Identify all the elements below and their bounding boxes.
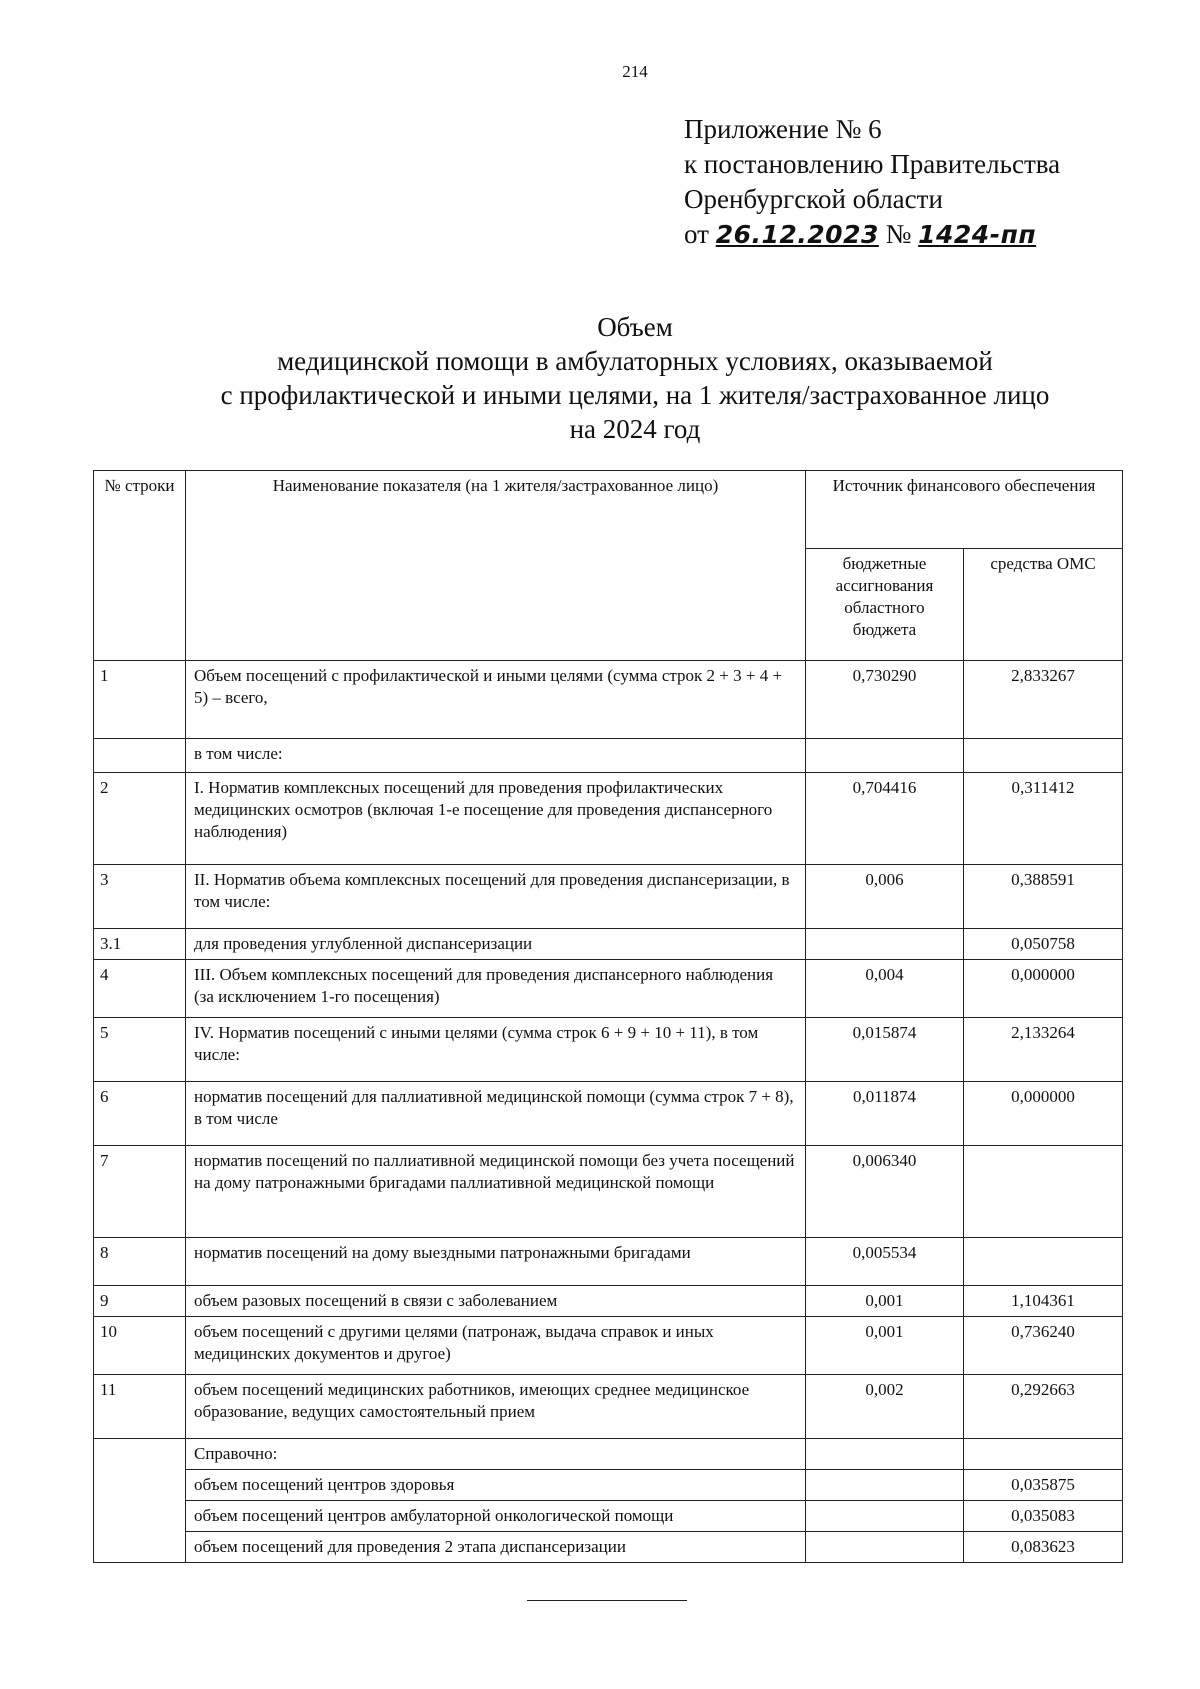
row-oms-cell: 0,000000 <box>964 960 1123 1018</box>
reference-label-oms-cell <box>964 1439 1123 1470</box>
row-budget-cell <box>806 739 964 773</box>
row-num-cell: 10 <box>94 1317 186 1375</box>
page-number: 214 <box>622 62 648 81</box>
row-name-cell: I. Норматив комплексных посещений для проведения профилактических медицинских осмотров (включая 1-е посещение для проведения диспансерного наблюдения) <box>186 773 806 865</box>
row-oms-cell: 2,833267 <box>964 661 1123 739</box>
reference-oms-cell: 0,035083 <box>964 1501 1123 1532</box>
table-row <box>94 1082 1123 1146</box>
title-line-2: медицинской помощи в амбулаторных условиях, оказываемой <box>277 346 993 376</box>
row-budget-cell: 0,001 <box>806 1317 964 1375</box>
header-row-num: № строки <box>94 471 186 661</box>
reference-name-cell: объем посещений центров амбулаторной онкологической помощи <box>186 1501 806 1532</box>
row-budget-cell: 0,005534 <box>806 1238 964 1286</box>
appendix-line-3: Оренбургской области <box>684 184 943 214</box>
row-name-cell: IV. Норматив посещений с иными целями (сумма строк 6 + 9 + 10 + 11), в том числе: <box>186 1018 806 1082</box>
row-num-cell: 5 <box>94 1018 186 1082</box>
row-num-cell: 3.1 <box>94 929 186 960</box>
row-oms-cell: 2,133264 <box>964 1018 1123 1082</box>
reference-name-cell: объем посещений для проведения 2 этапа диспансеризации <box>186 1532 806 1563</box>
row-num-cell: 6 <box>94 1082 186 1146</box>
row-budget-cell: 0,015874 <box>806 1018 964 1082</box>
table-row <box>94 1375 1123 1439</box>
reference-budget-cell <box>806 1501 964 1532</box>
row-num-cell: 3 <box>94 865 186 929</box>
reference-label-budget-cell <box>806 1439 964 1470</box>
header-budget: бюджетные ассигнования областного бюджета <box>806 549 964 661</box>
appendix-date: 26.12.2023 <box>715 220 879 249</box>
header-name: Наименование показателя (на 1 жителя/застрахованное лицо) <box>186 471 806 661</box>
row-oms-cell: 0,736240 <box>964 1317 1123 1375</box>
table-row <box>94 1146 1123 1238</box>
table-body <box>94 661 1123 1563</box>
table-row <box>94 661 1123 739</box>
title-line-1: Объем <box>597 312 673 342</box>
row-name-cell: норматив посещений на дому выездными патронажными бригадами <box>186 1238 806 1286</box>
reference-row <box>94 1470 1123 1501</box>
volume-table <box>93 470 1123 1563</box>
row-oms-cell <box>964 1238 1123 1286</box>
appendix-line-4 <box>684 217 1060 252</box>
row-name-cell: норматив посещений для паллиативной медицинской помощи (сумма строк 7 + 8), в том числе <box>186 1082 806 1146</box>
appendix-line-2: к постановлению Правительства <box>684 149 1061 179</box>
row-budget-cell: 0,011874 <box>806 1082 964 1146</box>
table-row <box>94 865 1123 929</box>
table-row <box>94 960 1123 1018</box>
row-name-cell: объем посещений медицинских работников, имеющих среднее медицинское образование, ведущих самостоятельный прием <box>186 1375 806 1439</box>
row-oms-cell: 0,311412 <box>964 773 1123 865</box>
row-oms-cell: 0,000000 <box>964 1082 1123 1146</box>
row-num-cell <box>94 739 186 773</box>
row-budget-cell: 0,730290 <box>806 661 964 739</box>
row-num-cell: 2 <box>94 773 186 865</box>
row-num-cell: 7 <box>94 1146 186 1238</box>
row-oms-cell: 0,292663 <box>964 1375 1123 1439</box>
reference-row <box>94 1501 1123 1532</box>
row-oms-cell: 0,388591 <box>964 865 1123 929</box>
row-oms-cell: 0,050758 <box>964 929 1123 960</box>
volume-table-container <box>93 470 1122 1563</box>
header-oms: средства ОМС <box>964 549 1123 661</box>
row-budget-cell: 0,006 <box>806 865 964 929</box>
row-name-cell: II. Норматив объема комплексных посещений для проведения диспансеризации, в том числе: <box>186 865 806 929</box>
reference-name-cell: объем посещений центров здоровья <box>186 1470 806 1501</box>
table-row <box>94 1018 1123 1082</box>
row-budget-cell: 0,006340 <box>806 1146 964 1238</box>
title-line-4: на 2024 год <box>569 414 701 444</box>
row-budget-cell: 0,002 <box>806 1375 964 1439</box>
table-row <box>94 1317 1123 1375</box>
row-oms-cell: 1,104361 <box>964 1286 1123 1317</box>
appendix-num-sign: № <box>885 219 912 249</box>
table-row <box>94 739 1123 773</box>
table-row <box>94 1238 1123 1286</box>
row-budget-cell: 0,001 <box>806 1286 964 1317</box>
appendix-line-1: Приложение № 6 <box>684 114 882 144</box>
title-line-3: с профилактической и иными целями, на 1 жителя/застрахованное лицо <box>220 380 1050 410</box>
row-num-cell: 9 <box>94 1286 186 1317</box>
row-name-cell: норматив посещений по паллиативной медицинской помощи без учета посещений на дому патронажными бригадами паллиативной медицинской помощи <box>186 1146 806 1238</box>
row-budget-cell: 0,704416 <box>806 773 964 865</box>
row-num-cell: 8 <box>94 1238 186 1286</box>
row-name-cell: объем разовых посещений в связи с заболеванием <box>186 1286 806 1317</box>
row-name-cell: для проведения углубленной диспансеризации <box>186 929 806 960</box>
row-num-cell: 4 <box>94 960 186 1018</box>
row-name-cell: в том числе: <box>186 739 806 773</box>
row-name-cell: объем посещений с другими целями (патронаж, выдача справок и иных медицинских документов и другое) <box>186 1317 806 1375</box>
document-title <box>0 310 1200 446</box>
reference-row <box>94 1532 1123 1563</box>
header-source: Источник финансового обеспечения <box>806 471 1123 549</box>
row-budget-cell <box>806 929 964 960</box>
row-oms-cell <box>964 1146 1123 1238</box>
appendix-block <box>684 112 1060 252</box>
appendix-prefix: от <box>684 219 709 249</box>
bottom-divider <box>527 1600 687 1601</box>
reference-oms-cell: 0,035875 <box>964 1470 1123 1501</box>
table-row <box>94 929 1123 960</box>
row-num-cell: 11 <box>94 1375 186 1439</box>
row-num-cell: 1 <box>94 661 186 739</box>
row-oms-cell <box>964 739 1123 773</box>
reference-oms-cell: 0,083623 <box>964 1532 1123 1563</box>
reference-budget-cell <box>806 1470 964 1501</box>
reference-label: Справочно: <box>186 1439 806 1470</box>
row-budget-cell: 0,004 <box>806 960 964 1018</box>
row-name-cell: Объем посещений с профилактической и иными целями (сумма строк 2 + 3 + 4 + 5) – всего, <box>186 661 806 739</box>
appendix-number: 1424-пп <box>918 220 1037 249</box>
row-name-cell: III. Объем комплексных посещений для проведения диспансерного наблюдения (за исключением 1-го посещения) <box>186 960 806 1018</box>
reference-num-cell <box>94 1439 186 1563</box>
table-row <box>94 773 1123 865</box>
reference-budget-cell <box>806 1532 964 1563</box>
table-row <box>94 1286 1123 1317</box>
reference-label-row <box>94 1439 1123 1470</box>
